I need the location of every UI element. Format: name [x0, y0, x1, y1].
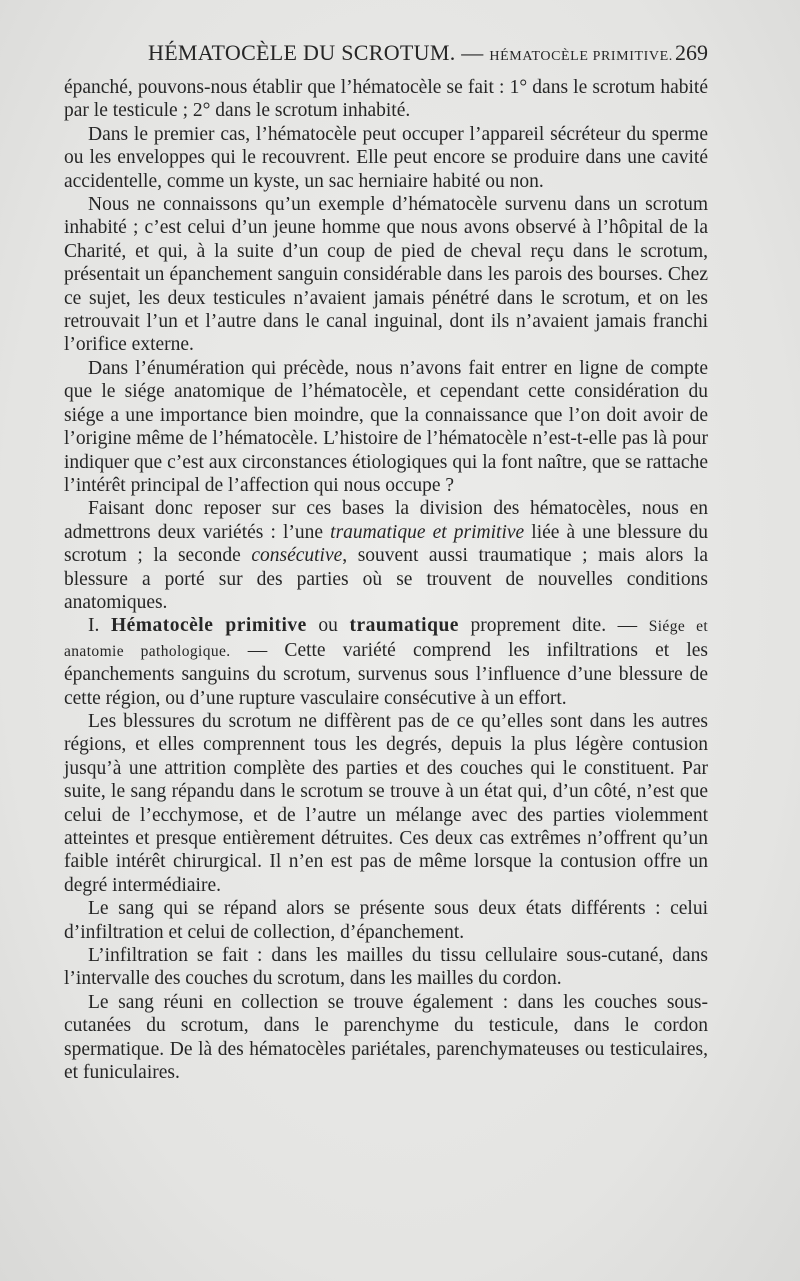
running-subtitle: HÉMATOCÈLE PRIMITIVE.	[489, 49, 673, 64]
text-run: , souvent aussi traumatique ; mais alors la blessure a porté sur des parties où se trouvent de nouvelles conditions anatomiques.	[64, 545, 709, 613]
text-run: Faisant donc reposer sur ces bases la division des hématocèles, nous en admettrons deux variétés : l’une	[64, 498, 708, 543]
italic-term: consécutive	[251, 545, 343, 567]
section-title-bold: traumatique	[349, 615, 459, 637]
italic-term: traumatique et primitive	[330, 521, 525, 543]
paragraph: L’infiltration se fait : dans les mailles du tissu cellulaire sous-cutané, dans l’intervalle des couches du scrotum, dans les mailles du cordon.	[64, 945, 708, 990]
paragraph-continuation: épanché, pouvons-nous établir que l’hématocèle se fait : 1° dans le scrotum habité par le testicule ; 2° dans le scrotum inhabité.	[64, 77, 708, 122]
section-number: I.	[88, 615, 100, 637]
paragraph: Dans l’énumération qui précède, nous n’avons fait entrer en ligne de compte que le siége anatomique de l’hématocèle, et cependant cette considération du siége a une importance bien moindre, que la connaissance que l’on doit avoir de l’origine même de l’hématocèle. L’histoire de l’hématocèle n’est-t-elle pas là pour indiquer que c’est aux circonstances étiologiques qui la font naître, que se rattache l’intérêt principal de l’affection qui nous occupe ?	[64, 357, 708, 496]
running-header	[64, 40, 708, 70]
paragraph-varieties	[64, 497, 708, 614]
paragraph: Les blessures du scrotum ne diffèrent pas de ce qu’elles sont dans les autres régions, et elles comprennent tous les degrés, depuis la plus légère contusion jusqu’à une attrition complète des parties et des couches qui le constituent. Par suite, le sang répandu dans le scrotum se trouve à un état qui, d’un côté, n’est que celui de l’ecchymose, et de l’autre un mélange avec des parties violemment atteintes et presque entièrement détruites. Ces deux cas extrêmes n’offrent qu’un faible intérêt chirurgical. Il n’en est pas de même lorsque la contusion offre un degré intermédiaire.	[64, 710, 708, 896]
text-run: — Cette variété comprend les infiltrations et les épanchements sanguins du scrotum, survenus sous l’influence d’une blessure de cette région, ou d’une rupture vasculaire consécutive à un effort.	[64, 639, 708, 709]
text-run: proprement dite. —	[470, 615, 638, 637]
section-heading-paragraph	[64, 614, 708, 710]
paragraph: Nous ne connaissons qu’un exemple d’hématocèle survenu dans un scrotum inhabité ; c’est celui d’un jeune homme que nous avons observé à l’hôpital de la Charité, et qui, à la suite d’un coup de pied de cheval reçu dans le scrotum, présentait un épanchement sanguin considérable dans les parois des bourses. Chez ce sujet, les deux testicules n’avaient jamais pénétré dans le scrotum, et on les retrouvait l’un et l’autre dans le canal inguinal, dont ils n’avaient jamais franchi l’orifice externe.	[64, 194, 708, 356]
text-run: liée à une blessure du scrotum ; la seconde	[64, 521, 709, 567]
paragraph: Le sang qui se répand alors se présente sous deux états différents : celui d’infiltration et celui de collection, d’épanchement.	[64, 898, 708, 943]
body-text	[64, 76, 708, 1084]
section-title-bold: Hématocèle primitive	[110, 615, 307, 637]
page-number: 269	[675, 40, 708, 65]
running-title	[148, 40, 673, 66]
paragraph: Dans le premier cas, l’hématocèle peut occuper l’appareil sécréteur du sperme ou les enveloppes qui le recouvrent. Elle peut encore se produire dans une cavité accidentelle, comme un kyste, un sac herniaire habité ou non.	[64, 123, 708, 192]
running-title-main: HÉMATOCÈLE DU SCROTUM. —	[148, 40, 484, 65]
small-caps-subheading: Siége et anatomie pathologique.	[64, 618, 709, 660]
text-run: ou	[318, 615, 338, 637]
paragraph: Le sang réuni en collection se trouve également : dans les couches sous-cutanées du scrotum, dans le parenchyme du testicule, dans le cordon spermatique. De là des hématocèles pariétales, parenchymateuses ou testiculaires, et funiculaires.	[64, 991, 708, 1084]
